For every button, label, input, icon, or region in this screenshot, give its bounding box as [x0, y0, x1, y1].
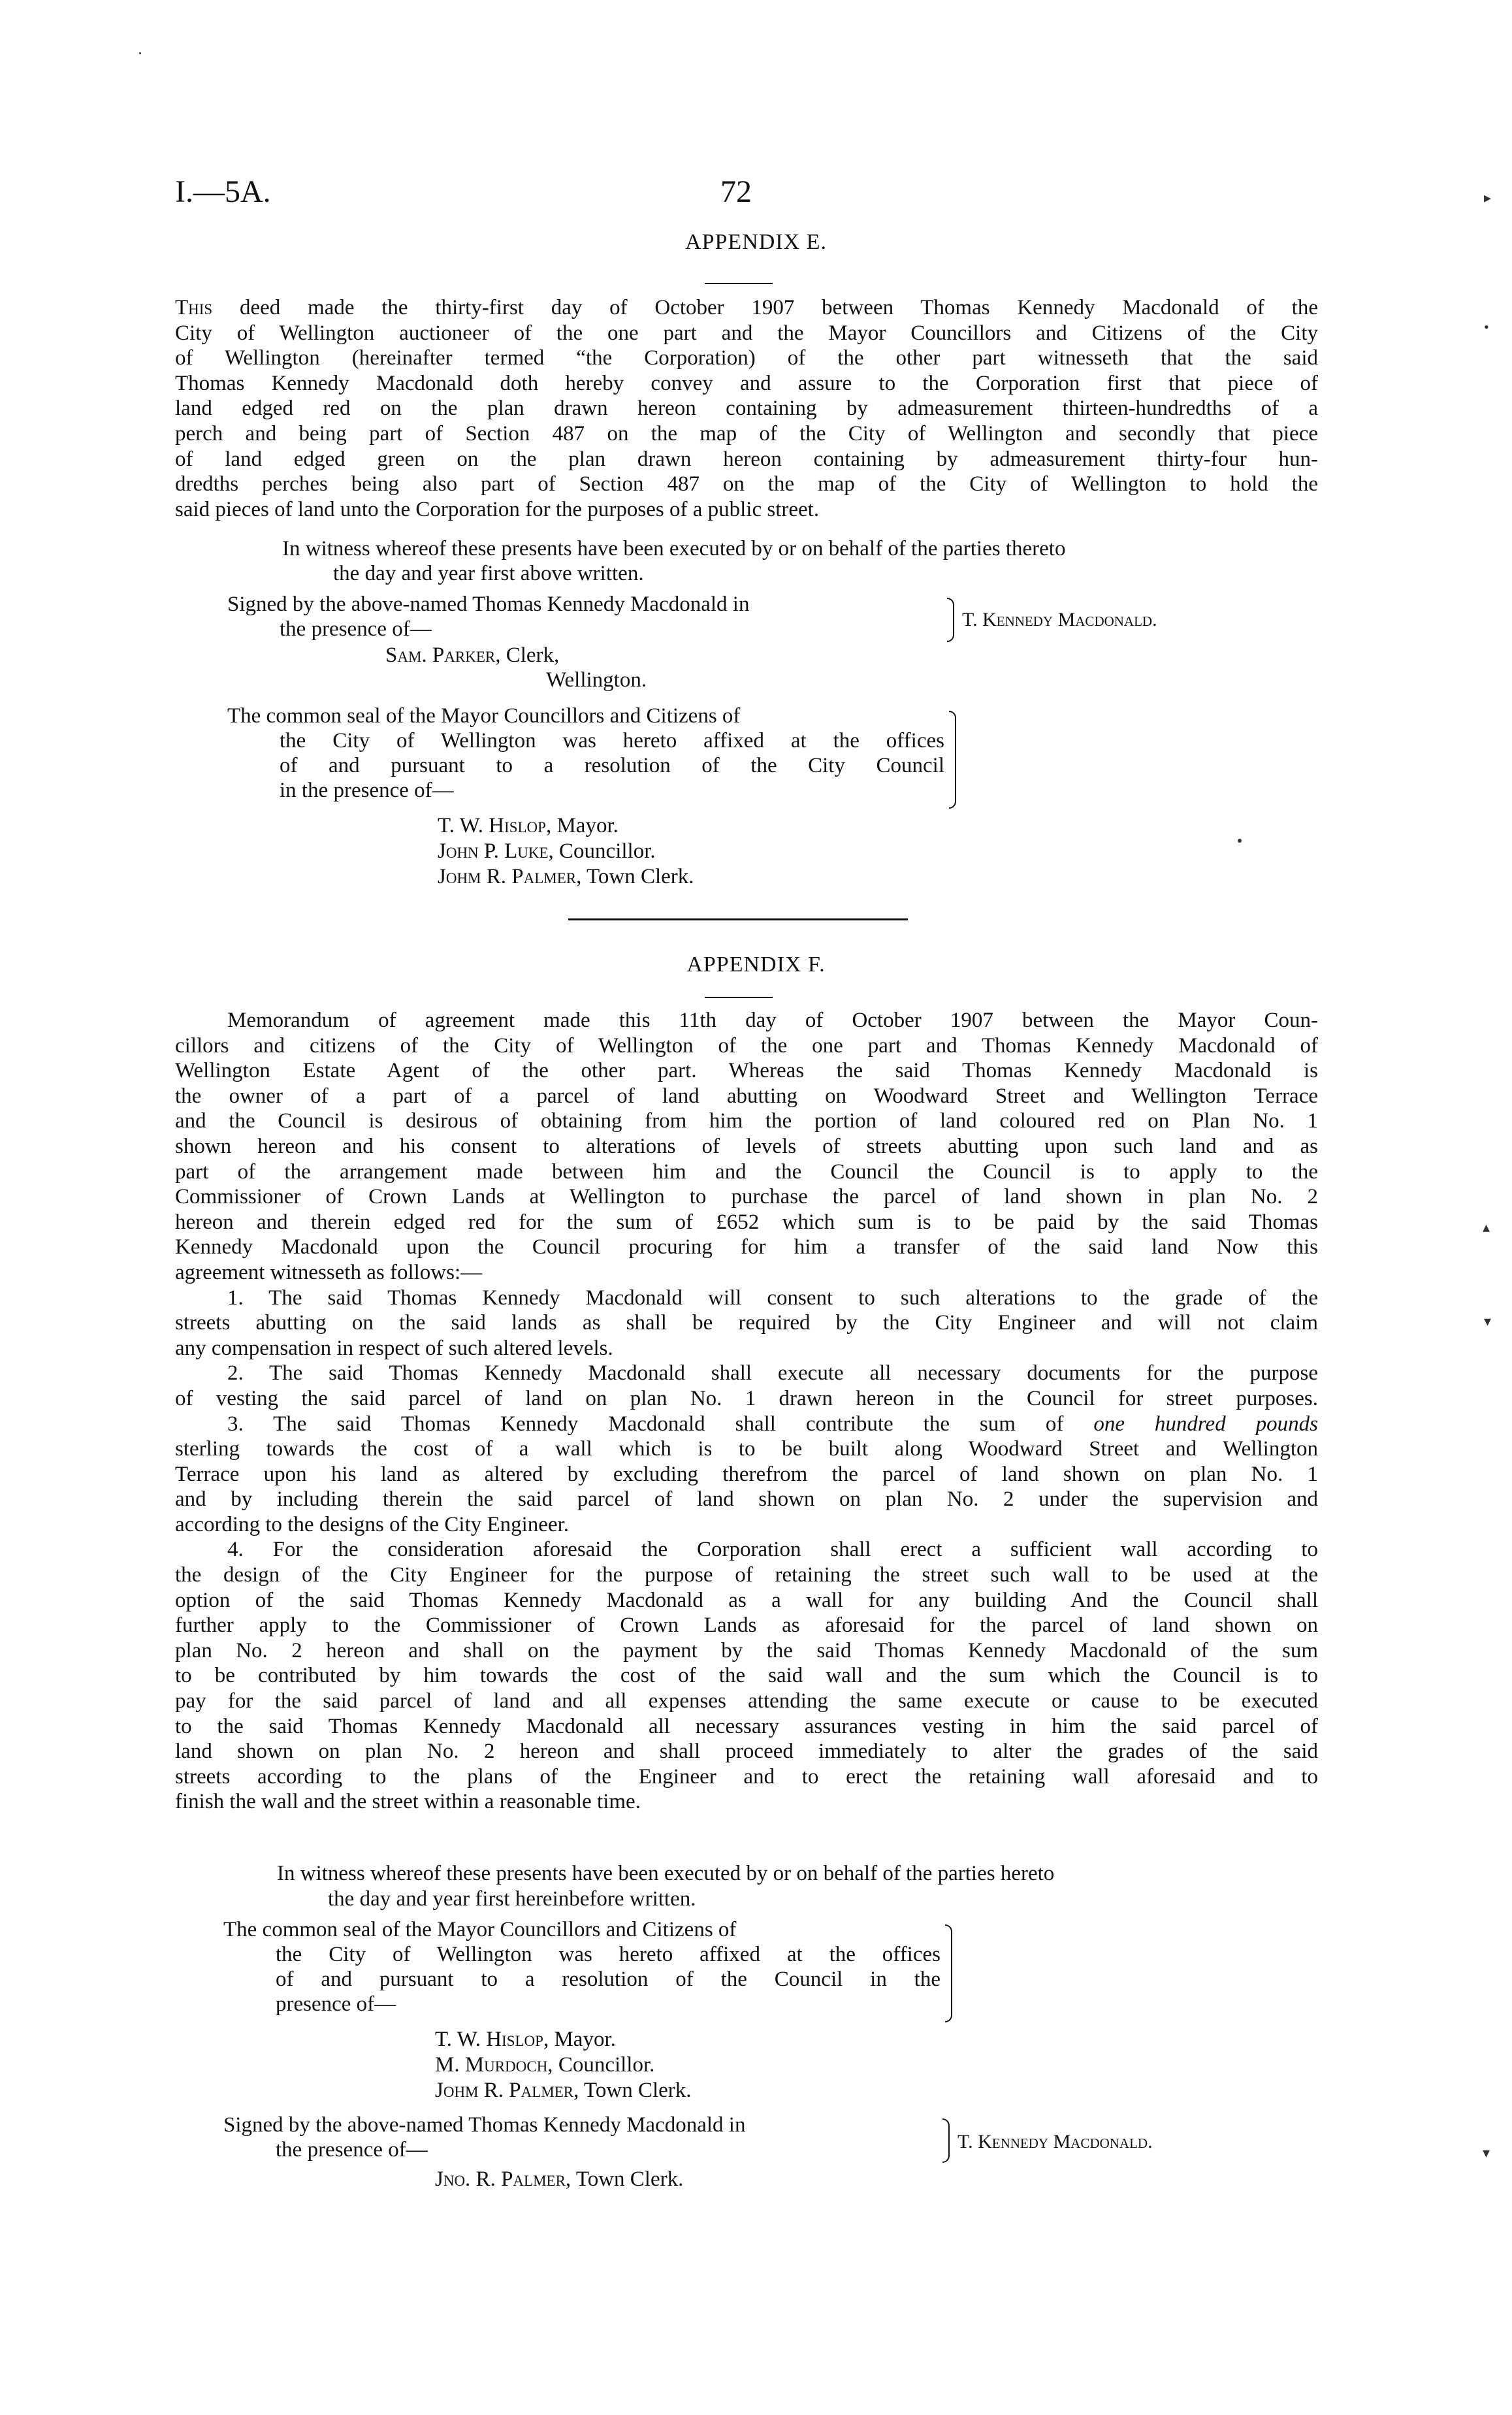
margin-mark: ▸	[1484, 189, 1492, 206]
clause-4-line: 4. For the consideration aforesaid the Corporation shall erect a sufficient wall according to	[227, 1538, 1318, 1562]
clause-2-line: of vesting the said parcel of land on plan No. 1 drawn hereon in the Council for street purposes.	[175, 1386, 1318, 1410]
appendix-f-witness-clause: In witness whereof these presents have been executed by or on behalf of the parties hereto	[277, 1862, 1055, 1885]
signature-title: Town Clerk.	[584, 2079, 692, 2102]
appendix-e-witness-clause-cont: the day and year first above written.	[333, 562, 644, 585]
appendix-f-seal-line: presence of—	[276, 1992, 396, 2016]
clause-2-line: 2. The said Thomas Kennedy Macdonald shall execute all necessary documents for the purpose	[227, 1361, 1318, 1386]
appendix-e-seal-line: in the presence of—	[280, 779, 454, 802]
appendix-f-title: APPENDIX F.	[686, 952, 826, 977]
deed-line: said pieces of land unto the Corporation for the purposes of a public street.	[175, 497, 820, 521]
appendix-f-seal-line: the City of Wellington was hereto affixed at the offices	[276, 1943, 941, 1966]
clause-4-line: pay for the said parcel of land and all expenses attending the same execute or cause to be executed	[175, 1689, 1318, 1713]
appendix-e-signatory	[962, 609, 1157, 631]
appendix-f-signed-brace	[942, 2118, 950, 2163]
signatory-initial: T.	[962, 609, 978, 630]
memo-line: Wellington Estate Agent of the other part. Whereas the said Thomas Kennedy Macdonald is	[175, 1059, 1318, 1083]
memo-line: and the Council is desirous of obtaining from him the portion of land coloured red on Plan No. 1	[175, 1109, 1318, 1133]
appendix-f-signature-town-clerk	[435, 2079, 692, 2103]
appendix-e-title-rule	[705, 283, 773, 284]
signature-name: John P. Luke,	[438, 839, 554, 863]
signature-title: Councillor.	[559, 839, 656, 863]
document-reference: I.—5A.	[175, 174, 271, 209]
clause-4-line: land shown on plan No. 2 hereon and shall proceed immediately to alter the grades of the said	[175, 1740, 1318, 1764]
clause-4-line: streets according to the plans of the Engineer and to erect the retaining wall aforesaid and to	[175, 1764, 1318, 1789]
appendix-e-seal-line: of and pursuant to a resolution of the City Council	[280, 754, 944, 777]
appendix-e-seal-line: the City of Wellington was hereto affixed at the offices	[280, 729, 944, 753]
appendix-e-title: APPENDIX E.	[685, 230, 827, 254]
signature-name: T. W. Hislop,	[435, 2028, 549, 2051]
memo-line: cillors and citizens of the City of Wellington of the one part and Thomas Kennedy Macdonald of	[175, 1033, 1318, 1058]
signature-name: Johm R. Palmer,	[435, 2079, 579, 2102]
clause-4-line: option of the said Thomas Kennedy Macdonald as a wall for any building And the Council shall	[175, 1588, 1318, 1612]
deed-line: of Wellington (hereinafter termed “the Corporation) of the other part witnesseth that the said	[175, 346, 1318, 370]
appendix-f-title-rule	[705, 997, 773, 998]
deed-line: Thomas Kennedy Macdonald doth hereby convey and assure to the Corporation first that piece of	[175, 371, 1318, 395]
appendix-e-signed-line: Signed by the above-named Thomas Kennedy Macdonald in	[227, 592, 750, 616]
signatory-initial: T.	[957, 2131, 973, 2152]
clause-4-line: to be contributed by him towards the cost of the said wall and the sum which the Council is to	[175, 1664, 1318, 1688]
witness-title: Town Clerk.	[575, 2167, 684, 2191]
deed-line: land edged red on the plan drawn hereon containing by admeasurement thirteen-hundredths of a	[175, 397, 1318, 421]
appendix-f-seal-line: of and pursuant to a resolution of the Council in the	[276, 1968, 941, 1991]
signatory-surname: Kennedy Macdonald.	[978, 2131, 1153, 2152]
witness-title: Clerk,	[506, 643, 560, 667]
signature-name: T. W. Hislop,	[438, 814, 552, 837]
appendix-f-signatory	[957, 2131, 1153, 2153]
clause-4-line: to the said Thomas Kennedy Macdonald all necessary assurances vesting in him the said parcel of	[175, 1714, 1318, 1738]
clause-3-amount: one hundred pounds	[1093, 1412, 1318, 1436]
appendix-e-signed-brace	[947, 598, 954, 642]
deed-line: City of Wellington auctioneer of the one part and the Mayor Councillors and Citizens of the City	[175, 321, 1318, 345]
clause-1-line: any compensation in respect of such altered levels.	[175, 1336, 613, 1360]
clause-4-line: further apply to the Commissioner of Crown Lands as aforesaid for the parcel of land shown on	[175, 1613, 1318, 1638]
signature-title: Mayor.	[554, 2028, 616, 2051]
appendix-e-signature-town-clerk	[438, 865, 694, 889]
appendix-f-witness-clause-cont: the day and year first hereinbefore written.	[328, 1887, 696, 1911]
page-number: 72	[720, 174, 752, 209]
clause-3-line	[175, 1412, 1318, 1437]
appendix-f-seal-line: The common seal of the Mayor Councillors and Citizens of	[223, 1918, 737, 1941]
appendix-e-signed-line-cont: the presence of—	[280, 617, 432, 641]
signatory-surname: Kennedy Macdonald.	[982, 609, 1157, 630]
deed-line: of land edged green on the plan drawn hereon containing by admeasurement thirty-four hun-	[175, 447, 1318, 471]
appendix-f-signed-line-cont: the presence of—	[276, 2138, 428, 2162]
signature-name: M. Murdoch,	[435, 2053, 553, 2077]
deed-line: perch and being part of Section 487 on the map of the City of Wellington and secondly that piece	[175, 421, 1318, 446]
deed-lead-word: This	[175, 296, 213, 319]
margin-mark: •	[1484, 319, 1489, 335]
memo-line: agreement witnesseth as follows:—	[175, 1260, 483, 1284]
signature-title: Town Clerk.	[587, 865, 694, 888]
memo-line: the owner of a part of a parcel of land abutting on Woodward Street and Wellington Terrace	[175, 1084, 1318, 1108]
signature-name: Johm R. Palmer,	[438, 865, 582, 888]
margin-mark: ▴	[1483, 1219, 1490, 1235]
memo-line: Commissioner of Crown Lands at Wellington to purchase the parcel of land shown in plan No. 2	[175, 1185, 1318, 1209]
clause-3-line: according to the designs of the City Engineer.	[175, 1512, 570, 1536]
clause-1-line: 1. The said Thomas Kennedy Macdonald will consent to such alterations to the grade of the	[227, 1286, 1318, 1310]
appendix-e-witness-place: Wellington.	[546, 668, 647, 692]
clause-1-line: streets abutting on the said lands as shall be required by the City Engineer and will not claim	[175, 1311, 1318, 1335]
appendix-e-signature-councillor	[438, 839, 656, 864]
appendix-f-memorandum	[175, 1008, 1318, 1815]
appendix-e-witness-signature	[385, 643, 559, 668]
signature-title: Councillor.	[558, 2053, 655, 2077]
appendix-f-signed-line: Signed by the above-named Thomas Kennedy Macdonald in	[223, 2113, 746, 2137]
appendix-e-seal-brace	[949, 711, 956, 809]
clause-4-line: finish the wall and the street within a reasonable time.	[175, 1790, 641, 1814]
appendix-e-witness-clause: In witness whereof these presents have been executed by or on behalf of the parties thereto	[282, 537, 1066, 560]
clause-4-line: plan No. 2 hereon and shall on the payment by the said Thomas Kennedy Macdonald of the sum	[175, 1638, 1318, 1662]
scan-speck	[139, 52, 141, 54]
section-divider	[568, 918, 908, 920]
appendix-f-witness-signature	[435, 2167, 683, 2192]
signature-title: Mayor.	[556, 814, 619, 837]
deed-line-text: deed made the thirty-first day of October 1907 between Thomas Kennedy Macdonald of the	[212, 296, 1318, 319]
witness-name: Sam. Parker,	[385, 643, 501, 667]
clause-3-line: sterling towards the cost of a wall which is to be built along Woodward Street and Wellington	[175, 1437, 1318, 1461]
memo-line: shown hereon and his consent to alterations of levels of streets abutting upon such land and as	[175, 1134, 1318, 1158]
margin-mark: ▾	[1483, 2145, 1490, 2161]
appendix-f-signature-mayor	[435, 2028, 616, 2052]
appendix-e-deed-paragraph	[175, 295, 1318, 522]
clause-3-line: Terrace upon his land as altered by excluding therefrom the parcel of land shown on plan No. 1	[175, 1462, 1318, 1486]
memo-line: Memorandum of agreement made this 11th day of October 1907 between the Mayor Coun-	[227, 1009, 1318, 1032]
clause-3-line: and by including therein the said parcel of land shown on plan No. 2 under the supervision and	[175, 1487, 1318, 1512]
witness-name: Jno. R. Palmer,	[435, 2167, 571, 2191]
scan-speck	[1238, 839, 1242, 843]
deed-line	[175, 295, 1318, 321]
margin-mark: ▾	[1484, 1313, 1492, 1329]
appendix-e-seal-line: The common seal of the Mayor Councillors and Citizens of	[227, 704, 741, 728]
clause-4-line: the design of the City Engineer for the purpose of retaining the street such wall to be used at the	[175, 1563, 1318, 1587]
clause-3-text: 3. The said Thomas Kennedy Macdonald shall contribute the sum of	[227, 1412, 1094, 1436]
appendix-f-signature-councillor	[435, 2053, 654, 2077]
memo-line: part of the arrangement made between him and the Council the Council is to apply to the	[175, 1159, 1318, 1184]
appendix-f-seal-brace	[945, 1924, 952, 2022]
deed-line: dredths perches being also part of Section 487 on the map of the City of Wellington to hold the	[175, 472, 1318, 496]
memo-line: Kennedy Macdonald upon the Council procuring for him a transfer of the said land Now this	[175, 1235, 1318, 1259]
appendix-e-signature-mayor	[438, 814, 619, 838]
memo-line: hereon and therein edged red for the sum of £652 which sum is to be paid by the said Thomas	[175, 1210, 1318, 1234]
